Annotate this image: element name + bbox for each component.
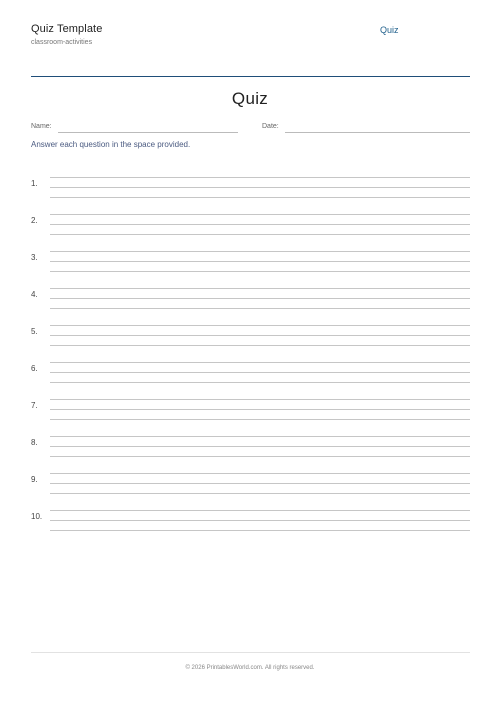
question-number: 7.: [31, 401, 38, 410]
answer-line: [50, 288, 470, 289]
answer-line: [50, 271, 470, 272]
answer-line: [50, 335, 470, 336]
question-item: [31, 473, 470, 509]
header-subtitle: classroom-activities: [31, 39, 93, 46]
question-number: 10.: [31, 512, 43, 521]
answer-line: [50, 261, 470, 262]
name-line: [58, 132, 238, 133]
answer-line: [50, 187, 470, 188]
question-number: 2.: [31, 216, 38, 225]
question-number: 9.: [31, 475, 38, 484]
answer-line: [50, 399, 470, 400]
question-number: 1.: [31, 179, 38, 188]
answer-line: [50, 530, 470, 531]
question-item: [31, 214, 470, 250]
answer-line: [50, 520, 470, 521]
header-divider: [31, 76, 470, 77]
answer-line: [50, 436, 470, 437]
instructions: Answer each question in the space provided.: [31, 140, 191, 149]
question-number: 8.: [31, 438, 38, 447]
answer-line: [50, 177, 470, 178]
answer-line: [50, 483, 470, 484]
quiz-link[interactable]: Quiz: [380, 25, 399, 35]
question-item: [31, 177, 470, 213]
answer-line: [50, 251, 470, 252]
answer-line: [50, 510, 470, 511]
question-item: [31, 510, 470, 546]
question-number: 3.: [31, 253, 38, 262]
question-number: 5.: [31, 327, 38, 336]
answer-line: [50, 197, 470, 198]
answer-line: [50, 473, 470, 474]
question-item: [31, 399, 470, 435]
answer-line: [50, 456, 470, 457]
date-line: [285, 132, 470, 133]
answer-line: [50, 298, 470, 299]
answer-line: [50, 419, 470, 420]
answer-line: [50, 224, 470, 225]
question-item: [31, 362, 470, 398]
answer-line: [50, 325, 470, 326]
answer-line: [50, 493, 470, 494]
question-item: [31, 436, 470, 472]
footer-copyright: © 2026 PrintablesWorld.com. All rights reserved.: [185, 665, 315, 671]
question-number: 6.: [31, 364, 38, 373]
answer-line: [50, 345, 470, 346]
question-item: [31, 325, 470, 361]
answer-line: [50, 234, 470, 235]
date-label: Date:: [262, 123, 279, 130]
answer-line: [50, 409, 470, 410]
header-title: Quiz Template: [31, 23, 103, 35]
answer-line: [50, 214, 470, 215]
question-item: [31, 288, 470, 324]
name-label: Name:: [31, 123, 52, 130]
answer-line: [50, 308, 470, 309]
answer-line: [50, 372, 470, 373]
answer-line: [50, 362, 470, 363]
answer-line: [50, 446, 470, 447]
question-number: 4.: [31, 290, 38, 299]
question-item: [31, 251, 470, 287]
answer-line: [50, 382, 470, 383]
footer-divider: [31, 652, 470, 653]
quiz-title: Quiz: [231, 89, 269, 108]
